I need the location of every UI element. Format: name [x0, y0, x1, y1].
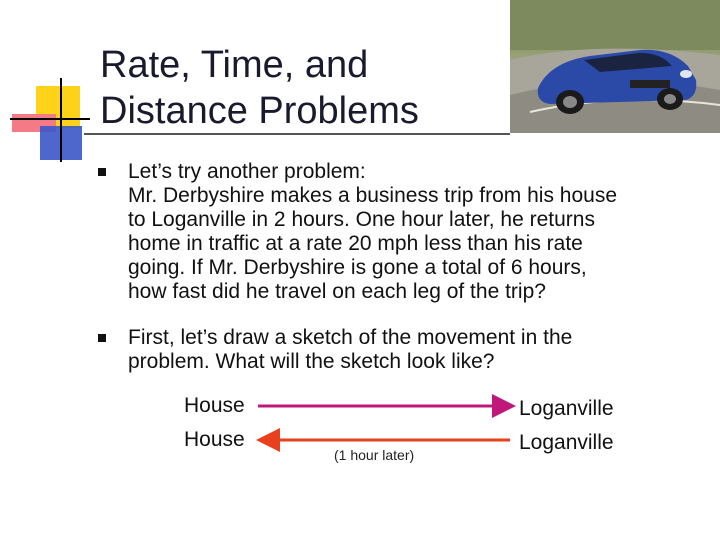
bullet-1-line-1: Let’s try another problem:	[128, 160, 366, 183]
title-line-2: Distance Problems	[100, 90, 419, 132]
sketch-row1-start-label: House	[184, 394, 245, 417]
sketch-row2-end-label: Loganville	[519, 431, 614, 454]
bullet-2-line-2: problem. What will the sketch look like?	[128, 350, 495, 373]
bullet-1-line-5: going. If Mr. Derbyshire is gone a total of 6 hours,	[128, 256, 587, 279]
bullet-1-line-3: to Loganville in 2 hours. One hour later, he returns	[128, 208, 595, 231]
title-line-1: Rate, Time, and	[100, 44, 369, 86]
bullet-1-line-6: how fast did he travel on each leg of the trip?	[128, 280, 546, 303]
sketch-note: (1 hour later)	[334, 447, 415, 463]
bullet-1-line-4: home in traffic at a rate 20 mph less than his rate	[128, 232, 583, 255]
bullet-1-line-2: Mr. Derbyshire makes a business trip from his house	[128, 184, 618, 207]
bullet-2-line-1: First, let’s draw a sketch of the movement in the	[128, 326, 573, 349]
sketch-row1-end-label: Loganville	[519, 397, 614, 420]
sketch-row2-start-label: House	[184, 428, 245, 451]
